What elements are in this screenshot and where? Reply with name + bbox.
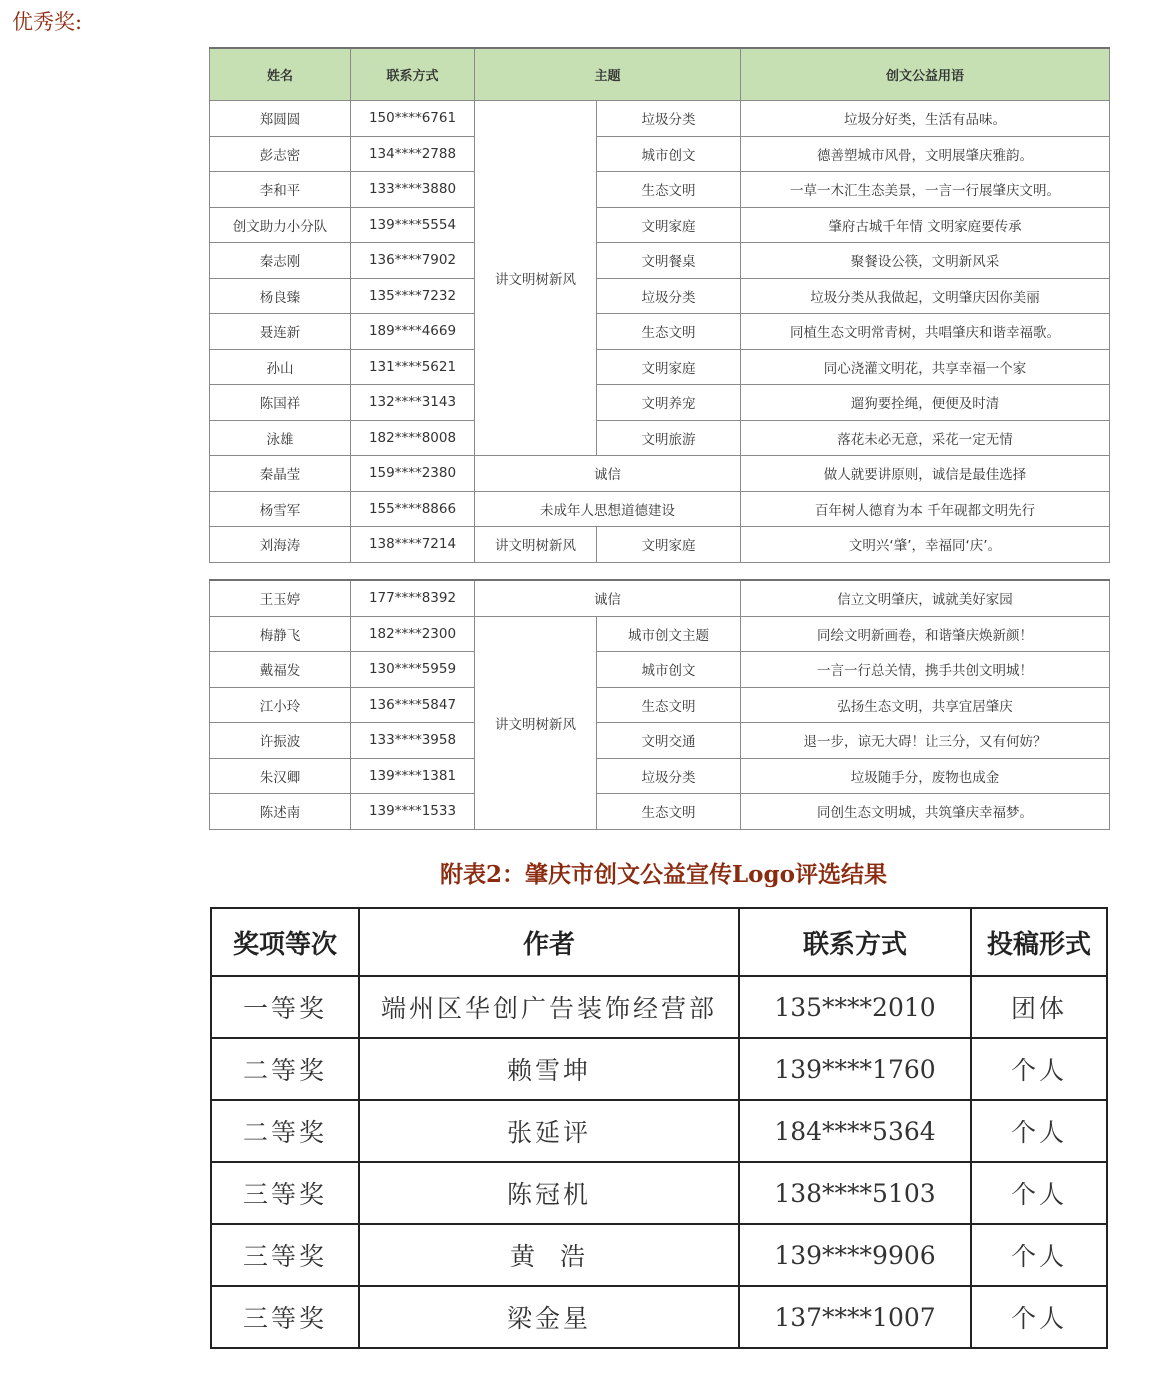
cell-name: 泳雄 <box>210 420 351 456</box>
cell-contact: 159****2380 <box>351 456 475 492</box>
cell-award: 二等奖 <box>211 1100 359 1162</box>
table-row <box>210 527 1110 563</box>
cell-name: 王玉婷 <box>210 580 351 616</box>
section-label: 优秀奖: <box>12 10 83 34</box>
cell-contact: 137****1007 <box>739 1286 971 1348</box>
table-row <box>210 616 1110 652</box>
cell-contact: 133****3958 <box>351 723 475 759</box>
cell-award: 三等奖 <box>211 1286 359 1348</box>
cell-subtheme: 生态文明 <box>597 794 741 830</box>
table-row <box>210 580 1110 616</box>
cell-author: 梁金星 <box>359 1286 739 1348</box>
cell-subtheme: 城市创文 <box>597 136 741 172</box>
cell-slogan: 同心浇灌文明花，共享幸福一个家 <box>741 349 1110 385</box>
cell-name: 彭志密 <box>210 136 351 172</box>
cell-subtheme: 文明养宠 <box>597 385 741 421</box>
cell-name: 朱汉卿 <box>210 758 351 794</box>
cell-name: 孙山 <box>210 349 351 385</box>
cell-slogan: 同创生态文明城，共筑肇庆幸福梦。 <box>741 794 1110 830</box>
cell-contact: 136****5847 <box>351 687 475 723</box>
header-award: 奖项等次 <box>211 908 359 976</box>
cell-contact: 136****7902 <box>351 243 475 279</box>
cell-subtheme: 文明家庭 <box>597 527 741 563</box>
cell-award: 三等奖 <box>211 1224 359 1286</box>
cell-author: 陈冠机 <box>359 1162 739 1224</box>
cell-form: 个人 <box>971 1224 1107 1286</box>
cell-author: 端州区华创广告装饰经营部 <box>359 976 739 1038</box>
cell-contact: 138****5103 <box>739 1162 971 1224</box>
table-row <box>210 278 1110 314</box>
header-form: 投稿形式 <box>971 908 1107 976</box>
header-theme: 主题 <box>475 48 741 101</box>
cell-form: 团体 <box>971 976 1107 1038</box>
cell-award: 三等奖 <box>211 1162 359 1224</box>
cell-name: 李和平 <box>210 172 351 208</box>
cell-contact: 189****4669 <box>351 314 475 350</box>
cell-slogan: 做人就要讲原则，诚信是最佳选择 <box>741 456 1110 492</box>
cell-author: 赖雪坤 <box>359 1038 739 1100</box>
cell-author: 黄 浩 <box>359 1224 739 1286</box>
table-row <box>210 385 1110 421</box>
cell-slogan: 文明兴‘肇’，幸福同‘庆’。 <box>741 527 1110 563</box>
cell-contact: 182****2300 <box>351 616 475 652</box>
cell-name: 创文助力小分队 <box>210 207 351 243</box>
cell-slogan: 百年树人德育为本 千年砚都文明先行 <box>741 491 1110 527</box>
table-row <box>211 1038 1107 1100</box>
cell-slogan: 同绘文明新画卷，和谐肇庆焕新颜！ <box>741 616 1110 652</box>
cell-slogan: 弘扬生态文明，共享宜居肇庆 <box>741 687 1110 723</box>
table-row <box>211 976 1107 1038</box>
cell-subtheme: 生态文明 <box>597 172 741 208</box>
cell-theme: 诚信 <box>475 456 741 492</box>
cell-contact: 139****1381 <box>351 758 475 794</box>
logo-award-table <box>210 907 1108 1349</box>
cell-name: 杨良臻 <box>210 278 351 314</box>
cell-theme-merged: 讲文明树新风 <box>475 101 597 456</box>
cell-name: 杨雪军 <box>210 491 351 527</box>
header-name: 姓名 <box>210 48 351 101</box>
header-slogan: 创文公益用语 <box>741 48 1110 101</box>
table-row <box>211 1224 1107 1286</box>
cell-slogan: 肇府古城千年情 文明家庭要传承 <box>741 207 1110 243</box>
cell-name: 刘海涛 <box>210 527 351 563</box>
header-contact: 联系方式 <box>351 48 475 101</box>
cell-subtheme: 垃圾分类 <box>597 758 741 794</box>
cell-award: 一等奖 <box>211 976 359 1038</box>
table-row <box>211 1286 1107 1348</box>
cell-contact: 139****5554 <box>351 207 475 243</box>
cell-slogan: 落花未必无意，采花一定无情 <box>741 420 1110 456</box>
cell-subtheme: 文明交通 <box>597 723 741 759</box>
cell-subtheme: 文明旅游 <box>597 420 741 456</box>
cell-contact: 182****8008 <box>351 420 475 456</box>
table-row <box>210 491 1110 527</box>
table-row <box>210 101 1110 137</box>
merit-award-table-continued <box>209 579 1110 830</box>
cell-slogan: 德善塑城市风骨，文明展肇庆雅韵。 <box>741 136 1110 172</box>
cell-subtheme: 生态文明 <box>597 314 741 350</box>
table-row <box>210 136 1110 172</box>
cell-contact: 134****2788 <box>351 136 475 172</box>
cell-name: 戴福发 <box>210 652 351 688</box>
cell-contact: 184****5364 <box>739 1100 971 1162</box>
cell-contact: 133****3880 <box>351 172 475 208</box>
cell-contact: 139****1760 <box>739 1038 971 1100</box>
cell-contact: 132****3143 <box>351 385 475 421</box>
table-row <box>210 758 1110 794</box>
cell-theme-merged: 讲文明树新风 <box>475 616 597 829</box>
cell-name: 梅静飞 <box>210 616 351 652</box>
cell-contact: 139****1533 <box>351 794 475 830</box>
cell-slogan: 垃圾分好类，生活有品味。 <box>741 101 1110 137</box>
table-row <box>210 794 1110 830</box>
table-row <box>211 1162 1107 1224</box>
table-row <box>210 687 1110 723</box>
cell-name: 秦晶莹 <box>210 456 351 492</box>
cell-subtheme: 文明餐桌 <box>597 243 741 279</box>
header-contact: 联系方式 <box>739 908 971 976</box>
table-row <box>210 420 1110 456</box>
cell-slogan: 同植生态文明常青树，共唱肇庆和谐幸福歌。 <box>741 314 1110 350</box>
cell-slogan: 一言一行总关情，携手共创文明城！ <box>741 652 1110 688</box>
cell-subtheme: 城市创文 <box>597 652 741 688</box>
table-row <box>210 652 1110 688</box>
cell-contact: 138****7214 <box>351 527 475 563</box>
cell-slogan: 信立文明肇庆，诚就美好家园 <box>741 580 1110 616</box>
table-header-row <box>210 48 1110 101</box>
table-row <box>211 1100 1107 1162</box>
cell-contact: 130****5959 <box>351 652 475 688</box>
table-row <box>210 172 1110 208</box>
table-row <box>210 207 1110 243</box>
cell-contact: 177****8392 <box>351 580 475 616</box>
cell-slogan: 遛狗要拴绳，便便及时清 <box>741 385 1110 421</box>
header-author: 作者 <box>359 908 739 976</box>
cell-name: 陈国祥 <box>210 385 351 421</box>
table-row <box>210 349 1110 385</box>
cell-form: 个人 <box>971 1286 1107 1348</box>
cell-contact: 139****9906 <box>739 1224 971 1286</box>
cell-theme: 讲文明树新风 <box>475 527 597 563</box>
cell-contact: 131****5621 <box>351 349 475 385</box>
cell-form: 个人 <box>971 1100 1107 1162</box>
cell-form: 个人 <box>971 1038 1107 1100</box>
cell-slogan: 垃圾随手分，废物也成金 <box>741 758 1110 794</box>
cell-author: 张延评 <box>359 1100 739 1162</box>
cell-slogan: 聚餐设公筷，文明新风采 <box>741 243 1110 279</box>
table-row <box>210 243 1110 279</box>
cell-name: 郑圆圆 <box>210 101 351 137</box>
cell-contact: 155****8866 <box>351 491 475 527</box>
appendix-caption: 附表2：肇庆市创文公益宣传Logo评选结果 <box>440 861 887 888</box>
cell-form: 个人 <box>971 1162 1107 1224</box>
cell-subtheme: 垃圾分类 <box>597 101 741 137</box>
table-row <box>210 456 1110 492</box>
cell-subtheme: 文明家庭 <box>597 207 741 243</box>
merit-award-table <box>209 47 1110 563</box>
cell-award: 二等奖 <box>211 1038 359 1100</box>
cell-contact: 150****6761 <box>351 101 475 137</box>
cell-contact: 135****2010 <box>739 976 971 1038</box>
cell-name: 江小玲 <box>210 687 351 723</box>
cell-name: 陈述南 <box>210 794 351 830</box>
table-header-row <box>211 908 1107 976</box>
table-row <box>210 314 1110 350</box>
cell-theme: 诚信 <box>475 580 741 616</box>
cell-name: 秦志刚 <box>210 243 351 279</box>
cell-name: 聂连新 <box>210 314 351 350</box>
table-row <box>210 723 1110 759</box>
cell-subtheme: 城市创文主题 <box>597 616 741 652</box>
cell-slogan: 退一步，谅无大碍！让三分，又有何妨？ <box>741 723 1110 759</box>
cell-contact: 135****7232 <box>351 278 475 314</box>
cell-subtheme: 文明家庭 <box>597 349 741 385</box>
cell-slogan: 一草一木汇生态美景，一言一行展肇庆文明。 <box>741 172 1110 208</box>
cell-slogan: 垃圾分类从我做起，文明肇庆因你美丽 <box>741 278 1110 314</box>
cell-name: 许振波 <box>210 723 351 759</box>
cell-theme: 未成年人思想道德建设 <box>475 491 741 527</box>
cell-subtheme: 生态文明 <box>597 687 741 723</box>
cell-subtheme: 垃圾分类 <box>597 278 741 314</box>
